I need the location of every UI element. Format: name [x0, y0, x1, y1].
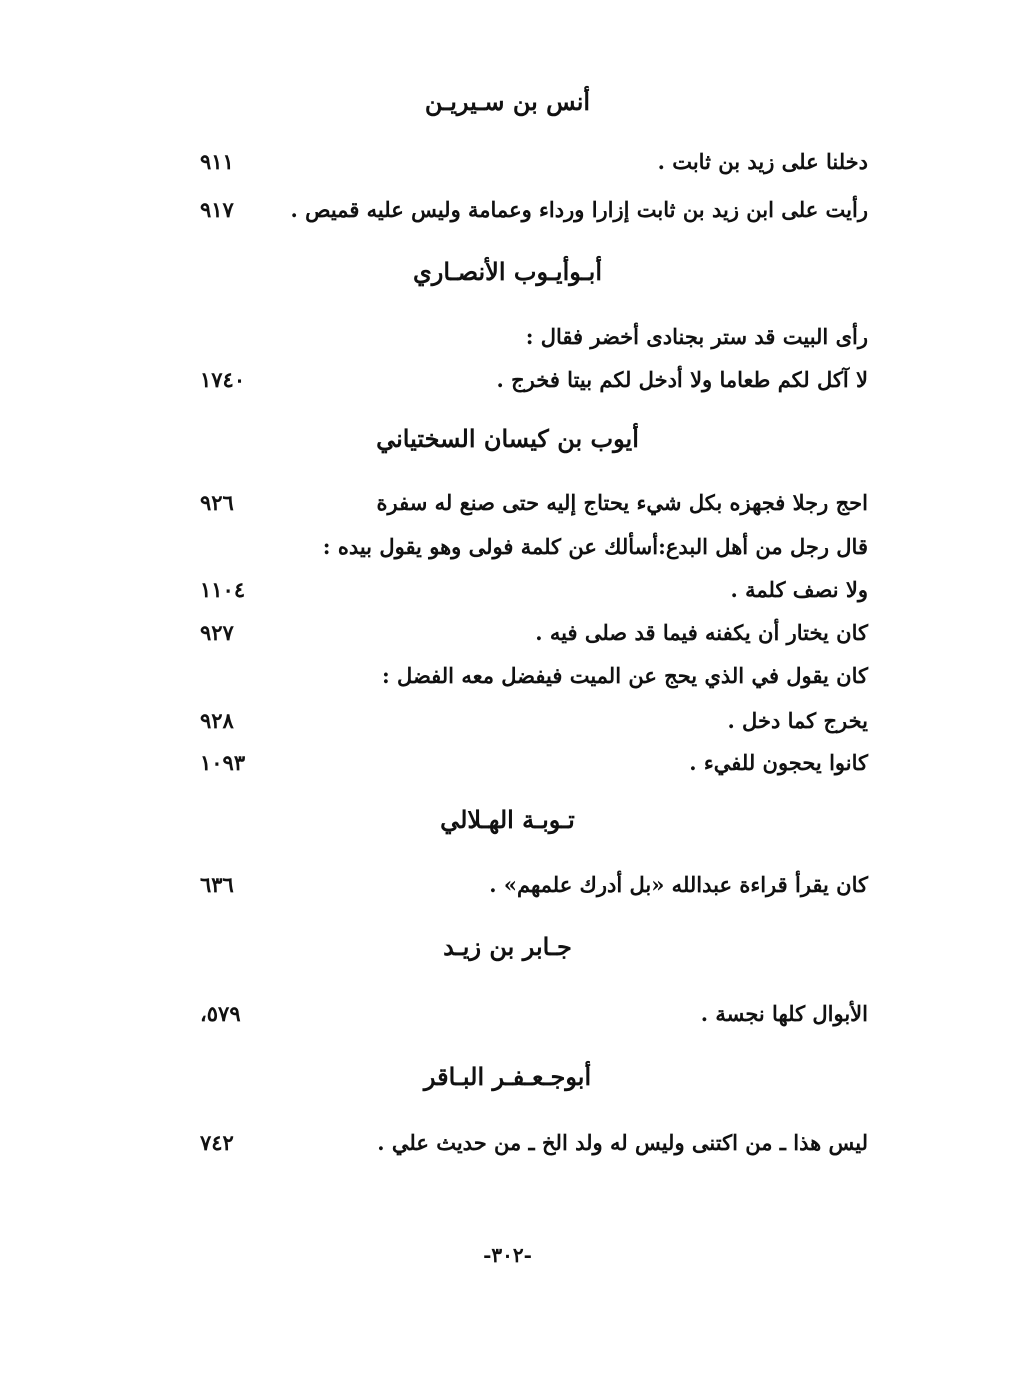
entry-reference-number: ٩٢٨ [200, 708, 234, 733]
section-heading-abu-jafar-al-baqir: أبوجـعـفـر البـاقر [423, 1062, 592, 1091]
entry-line [200, 702, 868, 740]
entry-text: لا آكل لكم طعاما ولا أدخل لكم بيتا فخرج . [496, 367, 868, 392]
section-heading-anas-ibn-sirin: أنس بن سـيريـن [424, 87, 591, 116]
entry-text: يخرج كما دخل . [727, 708, 868, 733]
entry-text: رأيت على ابن زيد بن ثابت إزارا ورداء وعمامة وليس عليه قميص . [290, 197, 868, 222]
entry-line [200, 744, 868, 782]
entry-reference-number: ٧٤٢ [200, 1130, 234, 1155]
entry-reference-number: ٩٢٦ [200, 490, 234, 515]
section-heading-ayyub-al-sakhtiyani: أيوب بن كيسان السختياني [376, 424, 639, 453]
entry-line [200, 318, 868, 356]
entry-text: كان يقرأ قراءة عبدالله «بل أدرك علمهم» . [489, 872, 868, 897]
entry-text: ليس هذا ـ من اكتنى وليس له ولد الخ ـ من حديث علي . [377, 1130, 868, 1155]
entry-reference-number: ٦٣٦ [200, 872, 234, 897]
entry-reference-number: ١٧٤٠ [200, 367, 246, 392]
entry-line [200, 614, 868, 652]
entry-text: الأبوال كلها نجسة . [700, 1001, 868, 1026]
section-heading-jabir-ibn-zayd: جـابر بن زيـد [443, 932, 572, 961]
entry-reference-number: ٩٢٧ [200, 620, 234, 645]
page-number: -٣٠٢- [483, 1243, 532, 1267]
entry-text: قال رجل من أهل البدع:أسألك عن كلمة فولى وهو يقول بيده : [322, 534, 868, 559]
entry-reference-number: ١٠٩٣ [200, 750, 246, 775]
entry-line [200, 191, 868, 229]
entry-line [200, 1124, 868, 1162]
entry-reference-number: ١١٠٤ [200, 577, 246, 602]
entry-text: ولا نصف كلمة . [730, 577, 868, 602]
entry-text: احج رجلا فجهزه بكل شيء يحتاج إليه حتى صنع له سفرة [376, 490, 868, 515]
entry-text: كان يقول في الذي يحج عن الميت فيفضل معه الفضل : [381, 663, 868, 688]
entry-line [200, 528, 868, 566]
section-heading-tawba-al-hilali: تـوبـة الهـلالي [440, 805, 575, 834]
entry-text: كان يختار أن يكفنه فيما قد صلى فيه . [535, 620, 868, 645]
entry-line [200, 484, 868, 522]
entry-reference-number: ٩١١ [200, 149, 234, 174]
entry-reference-number: ٩١٧ [200, 197, 234, 222]
entry-line [200, 657, 868, 695]
entry-text: رأى البيت قد ستر بجنادى أخضر فقال : [525, 324, 868, 349]
entry-line [200, 361, 868, 399]
entry-line [200, 571, 868, 609]
section-heading-abu-ayyub-al-ansari: أبـوأيـوب الأنصـاري [412, 257, 603, 286]
entry-line [200, 866, 868, 904]
entry-line [200, 143, 868, 181]
entry-reference-number: ،٥٧٩ [200, 1001, 241, 1026]
entry-text: دخلنا على زيد بن ثابت . [657, 149, 868, 174]
entry-text: كانوا يحجون للفيء . [689, 750, 868, 775]
entry-line [200, 995, 868, 1033]
